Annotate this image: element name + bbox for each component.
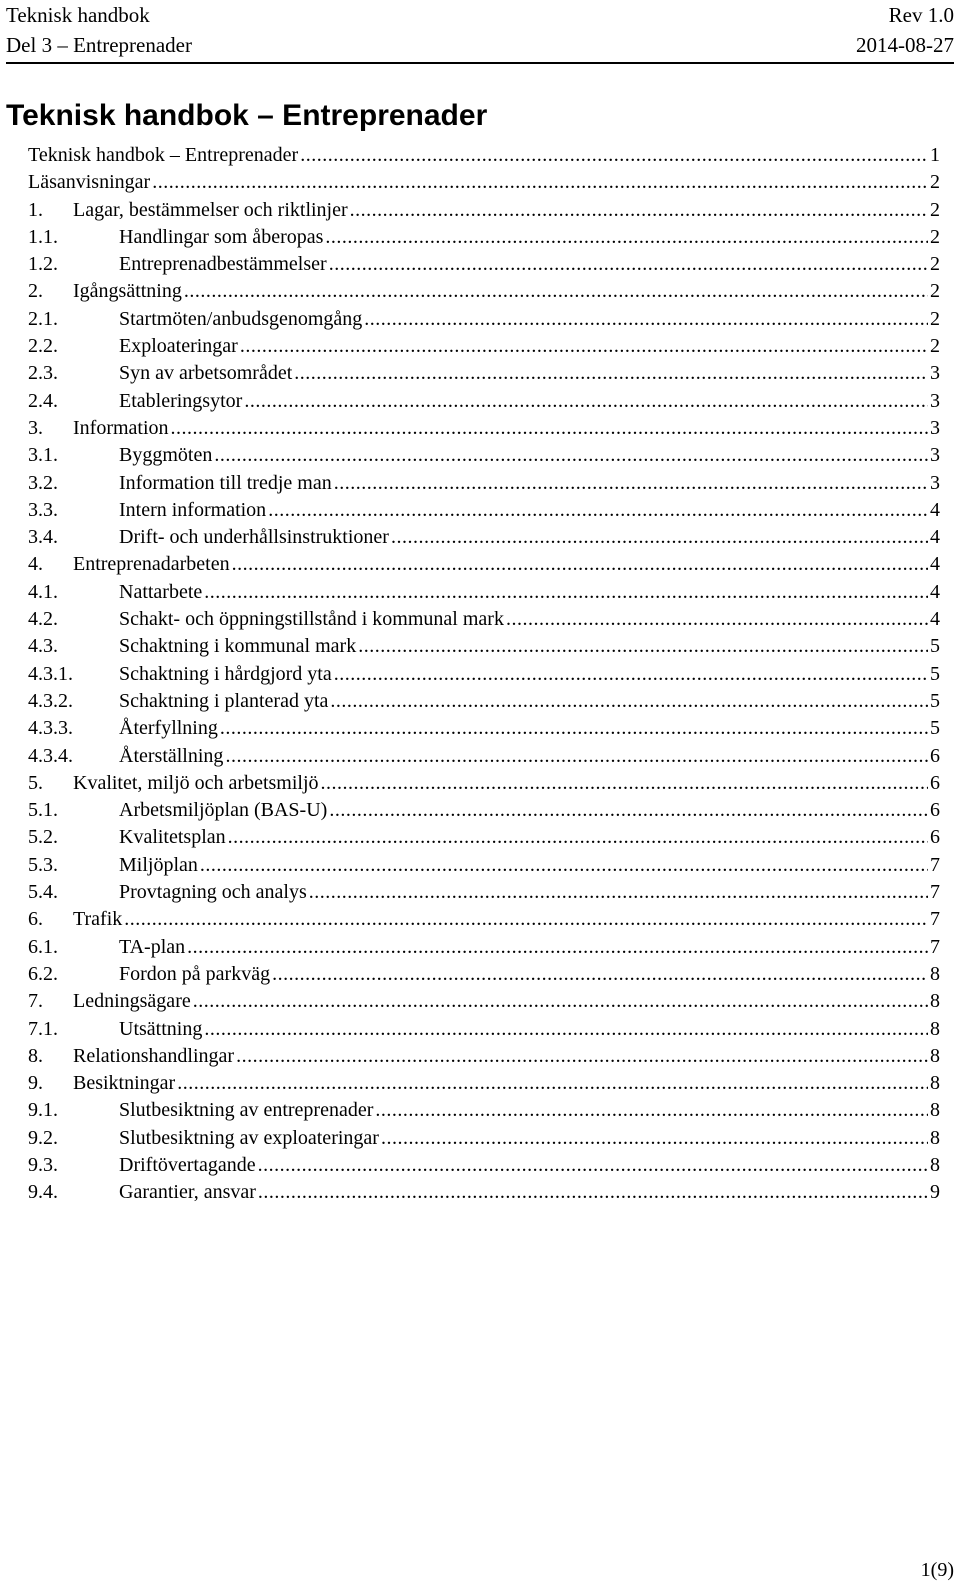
toc-leader-dots bbox=[309, 879, 928, 906]
toc-entry-page: 4 bbox=[930, 526, 940, 549]
toc-leader-dots bbox=[329, 797, 928, 824]
toc-leader-dots bbox=[258, 1179, 928, 1206]
toc-leader-dots bbox=[232, 551, 928, 578]
toc-entry[interactable] bbox=[28, 1043, 940, 1070]
toc-entry-number: 9.1. bbox=[28, 1099, 58, 1122]
toc-entry-page: 7 bbox=[930, 908, 940, 931]
toc-entry-page: 2 bbox=[930, 225, 940, 248]
toc-entry-page: 4 bbox=[930, 608, 940, 631]
toc-leader-dots bbox=[177, 1070, 928, 1097]
toc-leader-dots bbox=[268, 497, 928, 524]
toc-leader-dots bbox=[171, 415, 928, 442]
toc-leader-dots bbox=[214, 442, 928, 469]
toc-entry[interactable] bbox=[28, 360, 940, 387]
header-doc-name: Teknisk handbok bbox=[6, 3, 150, 27]
toc-entry-number: 2. bbox=[28, 280, 43, 303]
toc-entry[interactable] bbox=[28, 1070, 940, 1097]
toc-entry-page: 3 bbox=[930, 416, 940, 439]
toc-entry-page: 7 bbox=[930, 935, 940, 958]
toc-entry-title: Igångsättning bbox=[73, 280, 182, 303]
toc-entry-title: Byggmöten bbox=[119, 444, 213, 467]
toc-entry-page: 9 bbox=[930, 1181, 940, 1204]
toc-entry[interactable] bbox=[28, 606, 940, 633]
toc-leader-dots bbox=[272, 961, 928, 988]
toc-entry[interactable] bbox=[28, 961, 940, 988]
toc-entry-number: 7. bbox=[28, 990, 43, 1013]
toc-entry-number: 3.4. bbox=[28, 526, 58, 549]
toc-entry-page: 5 bbox=[930, 662, 940, 685]
toc-entry-title: Etableringsytor bbox=[119, 389, 243, 412]
toc-entry[interactable] bbox=[28, 224, 940, 251]
header-revision: Rev 1.0 bbox=[888, 3, 954, 27]
toc-entry-title: Teknisk handbok – Entreprenader bbox=[28, 144, 299, 166]
header-section: Del 3 – Entreprenader bbox=[6, 33, 192, 57]
header-date: 2014-08-27 bbox=[856, 33, 954, 57]
toc-entry-number: 2.3. bbox=[28, 362, 58, 385]
toc-entry-page: 8 bbox=[930, 1044, 940, 1067]
toc-entry-number: 9.2. bbox=[28, 1126, 58, 1149]
toc-entry-page: 4 bbox=[930, 553, 940, 576]
toc-entry-title: Utsättning bbox=[119, 1017, 203, 1040]
toc-entry[interactable] bbox=[28, 442, 940, 469]
toc-entry-title: Information bbox=[73, 416, 169, 439]
toc-entry-title: Trafik bbox=[73, 908, 123, 931]
toc-entry-number: 4.2. bbox=[28, 608, 58, 631]
toc-entry[interactable] bbox=[28, 661, 940, 688]
toc-entry-number: 5.3. bbox=[28, 853, 58, 876]
toc-entry[interactable] bbox=[28, 524, 940, 551]
toc-leader-dots bbox=[236, 1043, 928, 1070]
toc-entry[interactable] bbox=[28, 797, 940, 824]
toc-leader-dots bbox=[381, 1125, 928, 1152]
page-title: Teknisk handbok – Entreprenader bbox=[6, 99, 488, 132]
page-header bbox=[6, 0, 954, 64]
toc-entry-page: 2 bbox=[930, 171, 940, 194]
toc-entry-page: 4 bbox=[930, 580, 940, 603]
toc-leader-dots bbox=[124, 906, 928, 933]
toc-entry-page: 7 bbox=[930, 881, 940, 904]
toc-entry-title: Lagar, bestämmelser och riktlinjer bbox=[73, 198, 348, 221]
toc-leader-dots bbox=[300, 142, 928, 169]
toc-entry[interactable] bbox=[28, 1016, 940, 1043]
toc-entry-page: 6 bbox=[930, 826, 940, 849]
toc-entry[interactable] bbox=[28, 197, 940, 224]
toc-entry-title: Syn av arbetsområdet bbox=[119, 362, 293, 385]
toc-entry-number: 8. bbox=[28, 1044, 43, 1067]
toc-leader-dots bbox=[184, 278, 928, 305]
toc-entry[interactable] bbox=[28, 497, 940, 524]
toc-leader-dots bbox=[228, 824, 928, 851]
toc-entry-page: 8 bbox=[930, 1017, 940, 1040]
toc-entry-title: Kvalitet, miljö och arbetsmiljö bbox=[73, 771, 319, 794]
toc-entry-number: 4.1. bbox=[28, 580, 58, 603]
toc-entry[interactable] bbox=[28, 743, 940, 770]
toc-entry[interactable] bbox=[28, 1125, 940, 1152]
toc-entry-number: 4.3.3. bbox=[28, 717, 73, 740]
toc-entry-title: Relationshandlingar bbox=[73, 1044, 235, 1067]
toc-entry[interactable] bbox=[28, 470, 940, 497]
toc-entry-number: 6. bbox=[28, 908, 43, 931]
toc-leader-dots bbox=[330, 688, 928, 715]
toc-entry-title: Schaktning i planterad yta bbox=[119, 689, 329, 712]
toc-entry-title: Kvalitetsplan bbox=[119, 826, 226, 849]
toc-entry[interactable] bbox=[28, 770, 940, 797]
toc-entry-page: 8 bbox=[930, 1153, 940, 1176]
toc-leader-dots bbox=[325, 224, 928, 251]
toc-entry[interactable] bbox=[28, 142, 940, 169]
toc-entry-number: 4. bbox=[28, 553, 43, 576]
toc-leader-dots bbox=[244, 388, 928, 415]
toc-entry[interactable] bbox=[28, 879, 940, 906]
toc-entry-page: 8 bbox=[930, 1099, 940, 1122]
toc-leader-dots bbox=[225, 743, 928, 770]
toc-entry-title: Läsanvisningar bbox=[28, 171, 151, 194]
toc-entry-page: 3 bbox=[930, 444, 940, 467]
toc-leader-dots bbox=[350, 197, 928, 224]
toc-entry[interactable] bbox=[28, 551, 940, 578]
toc-entry-number: 1.2. bbox=[28, 253, 58, 276]
toc-entry[interactable] bbox=[28, 1152, 940, 1179]
toc-entry-title: Driftövertagande bbox=[119, 1153, 256, 1176]
toc-leader-dots bbox=[204, 1016, 928, 1043]
toc-entry-title: Fordon på parkväg bbox=[119, 962, 271, 985]
toc-entry-title: Drift- och underhållsinstruktioner bbox=[119, 526, 389, 549]
toc-entry[interactable] bbox=[28, 251, 940, 278]
toc-entry-number: 1. bbox=[28, 198, 43, 221]
toc-leader-dots bbox=[334, 661, 928, 688]
toc-entry[interactable] bbox=[28, 934, 940, 961]
toc-entry[interactable] bbox=[28, 906, 940, 933]
toc-entry-page: 3 bbox=[930, 471, 940, 494]
toc-entry-page: 8 bbox=[930, 1126, 940, 1149]
toc-leader-dots bbox=[321, 770, 928, 797]
toc-entry-number: 6.2. bbox=[28, 962, 58, 985]
toc-entry-number: 3. bbox=[28, 416, 43, 439]
toc-entry-number: 9.3. bbox=[28, 1153, 58, 1176]
toc-entry-number: 4.3. bbox=[28, 635, 58, 658]
toc-entry-title: Återfyllning bbox=[119, 717, 218, 740]
toc-leader-dots bbox=[200, 852, 928, 879]
toc-leader-dots bbox=[364, 306, 928, 333]
toc-entry-number: 2.1. bbox=[28, 307, 58, 330]
toc-entry-title: Handlingar som åberopas bbox=[119, 225, 324, 248]
toc-entry-number: 5. bbox=[28, 771, 43, 794]
toc-entry-title: Ledningsägare bbox=[73, 990, 191, 1013]
toc-entry-title: Schaktning i hårdgjord yta bbox=[119, 662, 332, 685]
toc-entry-page: 2 bbox=[930, 253, 940, 276]
toc-leader-dots bbox=[506, 606, 928, 633]
toc-entry-page: 4 bbox=[930, 498, 940, 521]
toc-entry-number: 6.1. bbox=[28, 935, 58, 958]
toc-entry[interactable] bbox=[28, 1097, 940, 1124]
table-of-contents bbox=[28, 142, 940, 1207]
toc-entry[interactable] bbox=[28, 306, 940, 333]
header-row-bottom bbox=[6, 30, 954, 60]
toc-entry[interactable] bbox=[28, 278, 940, 305]
toc-entry-page: 5 bbox=[930, 689, 940, 712]
toc-leader-dots bbox=[220, 715, 928, 742]
page-number: 1(9) bbox=[920, 1559, 954, 1581]
header-row-top bbox=[6, 0, 954, 30]
toc-entry-title: Startmöten/anbudsgenomgång bbox=[119, 307, 363, 330]
toc-entry-title: Slutbesiktning av exploateringar bbox=[119, 1126, 379, 1149]
toc-entry[interactable] bbox=[28, 579, 940, 606]
toc-entry-number: 2.4. bbox=[28, 389, 58, 412]
toc-entry-page: 2 bbox=[930, 198, 940, 221]
toc-entry-page: 1 bbox=[930, 144, 940, 166]
toc-entry-number: 9.4. bbox=[28, 1181, 58, 1204]
toc-entry-page: 6 bbox=[930, 799, 940, 822]
toc-entry-title: Återställning bbox=[119, 744, 224, 767]
toc-entry-number: 3.2. bbox=[28, 471, 58, 494]
toc-entry-page: 5 bbox=[930, 717, 940, 740]
toc-entry-number: 4.3.2. bbox=[28, 689, 73, 712]
toc-entry[interactable] bbox=[28, 1179, 940, 1206]
toc-entry-number: 4.3.1. bbox=[28, 662, 73, 685]
toc-entry-number: 5.2. bbox=[28, 826, 58, 849]
toc-entry-title: Garantier, ansvar bbox=[119, 1181, 256, 1204]
toc-leader-dots bbox=[193, 988, 928, 1015]
toc-entry[interactable] bbox=[28, 988, 940, 1015]
toc-entry-page: 7 bbox=[930, 853, 940, 876]
toc-entry-number: 1.1. bbox=[28, 225, 58, 248]
toc-entry-page: 8 bbox=[930, 962, 940, 985]
toc-entry-number: 3.3. bbox=[28, 498, 58, 521]
toc-leader-dots bbox=[329, 251, 928, 278]
toc-entry-title: Schakt- och öppningstillstånd i kommunal mark bbox=[119, 608, 504, 631]
toc-leader-dots bbox=[152, 169, 928, 196]
toc-entry-number: 2.2. bbox=[28, 335, 58, 358]
toc-entry[interactable] bbox=[28, 169, 940, 196]
toc-leader-dots bbox=[334, 470, 928, 497]
toc-entry-page: 3 bbox=[930, 389, 940, 412]
toc-entry-title: Exploateringar bbox=[119, 335, 238, 358]
toc-entry-title: Nattarbete bbox=[119, 580, 203, 603]
toc-entry[interactable] bbox=[28, 688, 940, 715]
toc-leader-dots bbox=[240, 333, 928, 360]
toc-entry-page: 2 bbox=[930, 307, 940, 330]
toc-entry-page: 8 bbox=[930, 1072, 940, 1095]
toc-entry-title: Schaktning i kommunal mark bbox=[119, 635, 357, 658]
toc-entry-number: 5.1. bbox=[28, 799, 58, 822]
toc-leader-dots bbox=[375, 1097, 928, 1124]
toc-entry[interactable] bbox=[28, 415, 940, 442]
toc-entry-number: 4.3.4. bbox=[28, 744, 73, 767]
toc-leader-dots bbox=[391, 524, 928, 551]
toc-entry-title: Slutbesiktning av entreprenader bbox=[119, 1099, 374, 1122]
toc-entry-page: 2 bbox=[930, 335, 940, 358]
toc-leader-dots bbox=[294, 360, 928, 387]
toc-entry-title: Arbetsmiljöplan (BAS-U) bbox=[119, 799, 328, 822]
toc-entry[interactable] bbox=[28, 333, 940, 360]
toc-entry-title: Miljöplan bbox=[119, 853, 198, 876]
toc-entry[interactable] bbox=[28, 715, 940, 742]
toc-entry-title: Entreprenadarbeten bbox=[73, 553, 230, 576]
toc-entry-title: Intern information bbox=[119, 498, 267, 521]
toc-leader-dots bbox=[187, 934, 928, 961]
toc-entry-page: 3 bbox=[930, 362, 940, 385]
toc-entry[interactable] bbox=[28, 852, 940, 879]
toc-entry-number: 7.1. bbox=[28, 1017, 58, 1040]
toc-leader-dots bbox=[258, 1152, 928, 1179]
toc-entry[interactable] bbox=[28, 388, 940, 415]
toc-entry-number: 9. bbox=[28, 1072, 43, 1095]
toc-entry-title: Entreprenadbestämmelser bbox=[119, 253, 327, 276]
toc-entry[interactable] bbox=[28, 824, 940, 851]
toc-entry-page: 8 bbox=[930, 990, 940, 1013]
toc-entry-title: TA-plan bbox=[119, 935, 186, 958]
toc-entry-title: Information till tredje man bbox=[119, 471, 332, 494]
toc-entry-number: 5.4. bbox=[28, 881, 58, 904]
toc-entry-page: 6 bbox=[930, 771, 940, 794]
toc-entry-number: 3.1. bbox=[28, 444, 58, 467]
toc-entry-page: 5 bbox=[930, 635, 940, 658]
toc-entry-page: 2 bbox=[930, 280, 940, 303]
toc-entry[interactable] bbox=[28, 633, 940, 660]
toc-entry-title: Besiktningar bbox=[73, 1072, 176, 1095]
toc-leader-dots bbox=[204, 579, 928, 606]
toc-entry-title: Provtagning och analys bbox=[119, 881, 307, 904]
toc-leader-dots bbox=[358, 633, 928, 660]
toc-entry-page: 6 bbox=[930, 744, 940, 767]
